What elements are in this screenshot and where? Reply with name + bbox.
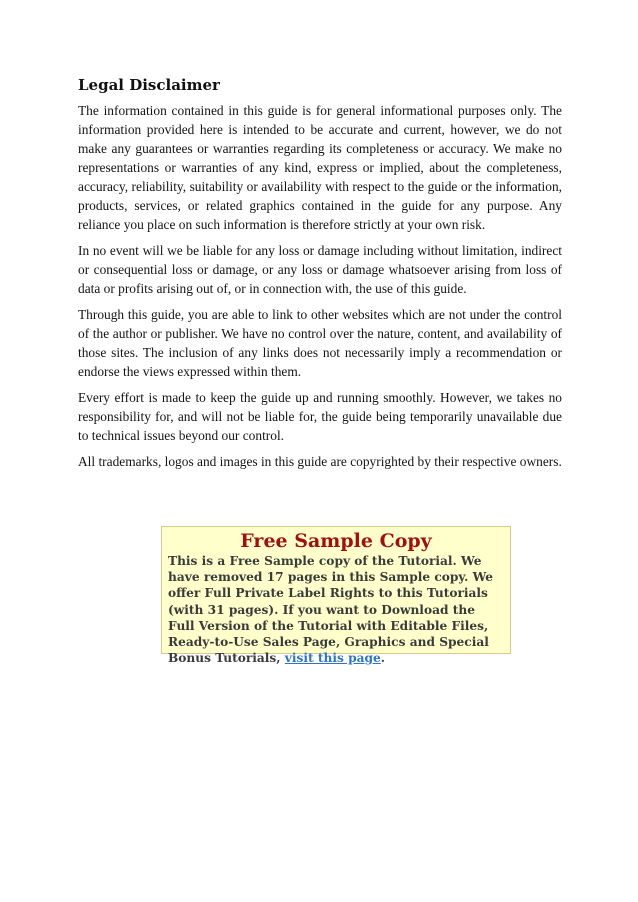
promo-text: This is a Free Sample copy of the Tutorial. We have removed 17 pages in this Sample copy. We offer Full Private Label Rights to this Tutorials (with 31 pages). If you want to Download the Full Version of the Tutorial with Editable Files, Ready-to-Use Sales Page, Graphics and Special Bonus Tutorials, (168, 554, 494, 666)
paragraph-trademarks: All trademarks, logos and images in this guide are copyrighted by their respective owners. (78, 454, 562, 469)
free-sample-notice (161, 526, 511, 666)
page-title: Legal Disclaimer (78, 76, 220, 94)
paragraph-external-links: Through this guide, you are able to link to other websites which are not under the control of the author or publisher. We have no control over the nature, content, and availability of those sites. The inclusion of any links does not necessarily imply a recommendation or endorse the views expressed within them. (78, 307, 562, 379)
visit-page-link[interactable]: visit this page (284, 651, 381, 666)
paragraph-liability: In no event will we be liable for any loss or damage including without limitation, indirect or consequential loss or damage, or any loss or damage whatsoever arising from loss of data or profits arising out of, or in connection with, the use of this guide. (78, 243, 562, 296)
paragraph-general-info: The information contained in this guide is for general informational purposes only. The information provided here is intended to be accurate and current, however, we do not make any guarantees or warranties regarding its completeness or accuracy. We make no representations or warranties of any kind, express or implied, about the completeness, accuracy, reliability, suitability or availability with respect to the guide or the information, products, services, or related graphics contained in the guide for any purpose. Any reliance you place on such information is therefore strictly at your own risk. (78, 103, 562, 232)
promo-title: Free Sample Copy (240, 530, 432, 552)
promo-trailing: . (380, 651, 386, 666)
paragraph-availability: Every effort is made to keep the guide up and running smoothly. However, we takes no responsibility for, and will not be liable for, the guide being temporarily unavailable due to technical issues beyond our control. (78, 390, 562, 443)
disclaimer-body (78, 101, 562, 478)
promo-body (168, 553, 504, 666)
